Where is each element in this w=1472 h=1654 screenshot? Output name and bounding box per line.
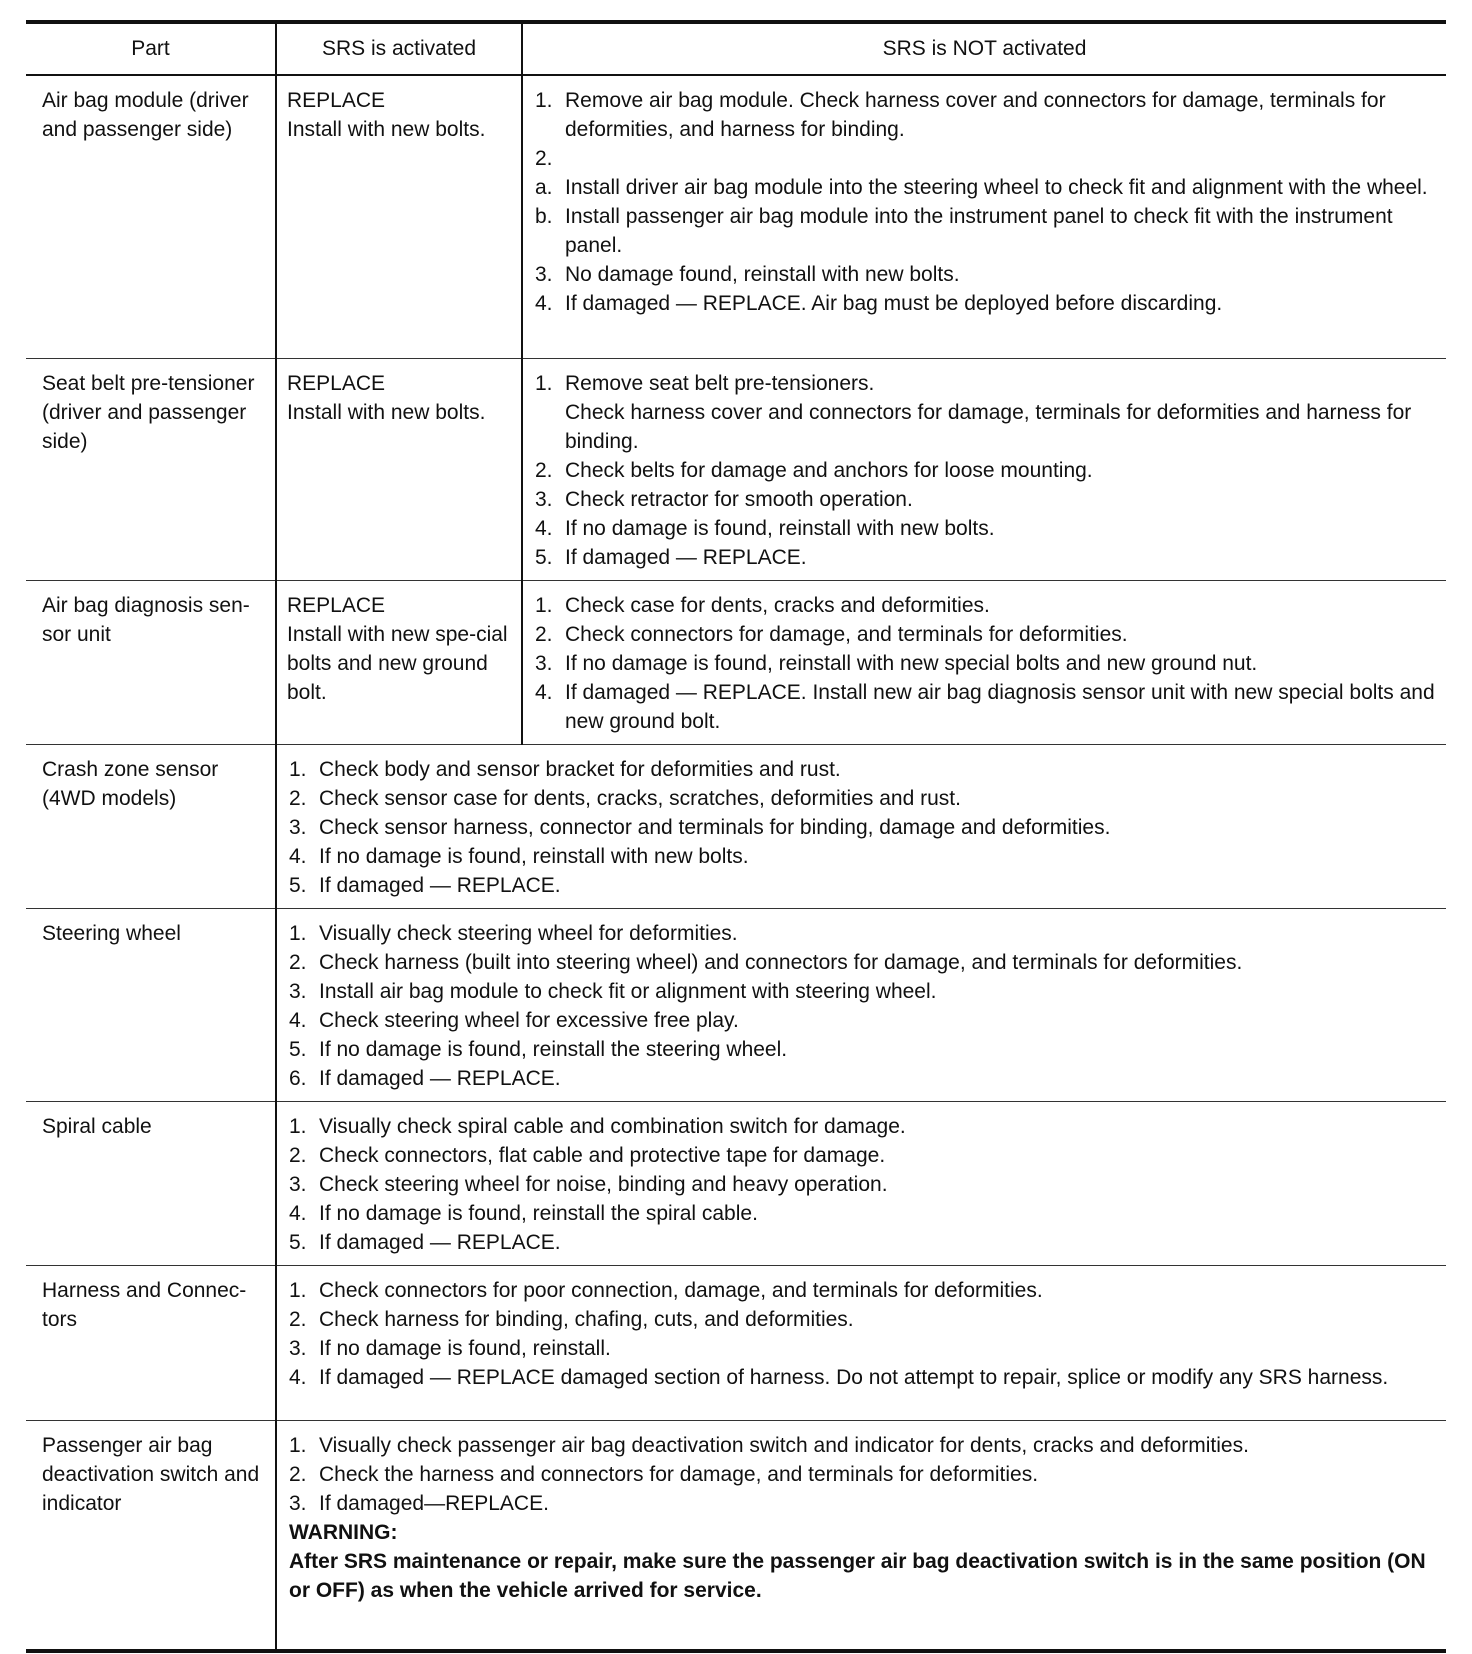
activated-action: REPLACE — [287, 372, 386, 395]
part-cell: Harness and Connec-tors — [26, 1266, 276, 1421]
inspection-cell — [276, 745, 1446, 909]
step-number: 2. — [289, 787, 307, 810]
step-text: Remove seat belt pre-tensioners. — [565, 372, 875, 395]
step-number: 3. — [289, 816, 307, 839]
step-number: 4. — [289, 1366, 307, 1389]
step-text: If no damage is found, reinstall with new bolts. — [565, 517, 995, 540]
step-text: Check belts for damage and anchors for loose mounting. — [565, 459, 1093, 482]
step-text: Visually check spiral cable and combination switch for damage. — [319, 1115, 906, 1138]
step-list — [535, 591, 1436, 736]
table-row — [26, 1266, 1446, 1421]
step-list — [289, 1276, 1436, 1392]
table-row — [26, 745, 1446, 909]
step-text-block — [565, 369, 1436, 456]
step-list — [535, 369, 1436, 572]
step-number: 5. — [289, 874, 307, 897]
list-item — [535, 260, 1436, 289]
list-item — [289, 755, 1436, 784]
table-header-row — [26, 22, 1446, 75]
list-item — [289, 1006, 1436, 1035]
part-cell: Crash zone sensor (4WD models) — [26, 745, 276, 909]
step-text: If no damage is found, reinstall with new special bolts and new ground nut. — [565, 652, 1258, 675]
list-item — [535, 369, 1436, 456]
list-item — [535, 543, 1436, 572]
step-number: 6. — [289, 1067, 307, 1090]
step-number: 3. — [289, 980, 307, 1003]
list-item — [289, 784, 1436, 813]
step-number: 4. — [289, 845, 307, 868]
inspection-cell — [276, 1421, 1446, 1652]
step-text: Check connectors for poor connection, damage, and terminals for deformities. — [319, 1279, 1043, 1302]
list-item — [289, 1460, 1436, 1489]
activated-note: Install with new bolts. — [287, 401, 486, 424]
list-item — [289, 1489, 1436, 1518]
activated-note: Install with new spe-cial bolts and new ground bolt. — [287, 623, 508, 704]
part-cell: Seat belt pre-tensioner (driver and passenger side) — [26, 359, 276, 581]
step-text: If damaged—REPLACE. — [319, 1492, 549, 1515]
step-text: If damaged — REPLACE. — [319, 874, 561, 897]
list-item — [289, 871, 1436, 900]
step-number: 5. — [535, 546, 553, 569]
list-item — [289, 1363, 1436, 1392]
step-number: 1. — [289, 1279, 307, 1302]
list-item — [535, 86, 1436, 144]
step-list — [289, 1112, 1436, 1257]
step-text: Check sensor harness, connector and terminals for binding, damage and deformities. — [319, 816, 1111, 839]
step-list — [289, 755, 1436, 900]
list-item — [535, 173, 1436, 202]
step-text — [565, 144, 1436, 173]
header-part: Part — [26, 22, 276, 75]
list-item — [289, 919, 1436, 948]
step-number: 3. — [535, 488, 553, 511]
step-text: If no damage is found, reinstall the spiral cable. — [319, 1202, 758, 1225]
inspection-cell — [276, 1102, 1446, 1266]
step-number: 1. — [535, 372, 553, 395]
list-item — [289, 1035, 1436, 1064]
step-text: Check sensor case for dents, cracks, scratches, deformities and rust. — [319, 787, 961, 810]
step-number: 3. — [535, 263, 553, 286]
list-item — [289, 1431, 1436, 1460]
list-item — [289, 1276, 1436, 1305]
part-cell: Passenger air bag deactivation switch and indicator — [26, 1421, 276, 1652]
table-row — [26, 359, 1446, 581]
step-text: Check steering wheel for excessive free play. — [319, 1009, 739, 1032]
step-number: 2. — [535, 147, 553, 170]
list-item — [289, 1112, 1436, 1141]
step-number: 4. — [535, 292, 553, 315]
list-item — [289, 1170, 1436, 1199]
list-item — [289, 1199, 1436, 1228]
step-number: 3. — [535, 652, 553, 675]
warning-title: WARNING: — [289, 1521, 398, 1544]
step-text: Remove air bag module. Check harness cover and connectors for damage, terminals for deformities, and harness for binding. — [565, 89, 1386, 141]
step-text: Install passenger air bag module into the instrument panel to check fit with the instrument panel. — [565, 205, 1393, 257]
step-number: a. — [535, 176, 553, 199]
step-number: 2. — [289, 1463, 307, 1486]
header-srs-not-activated: SRS is NOT activated — [522, 22, 1446, 75]
step-number: 2. — [535, 459, 553, 482]
step-text: If no damage is found, reinstall. — [319, 1337, 611, 1360]
step-number: 1. — [289, 922, 307, 945]
step-number: 1. — [289, 1115, 307, 1138]
step-text: Install air bag module to check fit or alignment with steering wheel. — [319, 980, 937, 1003]
srs-inspection-table — [26, 20, 1446, 1653]
part-cell: Air bag module (driver and passenger side) — [26, 75, 276, 359]
srs-inspection-table-page — [26, 20, 1446, 1653]
step-number: 4. — [289, 1202, 307, 1225]
step-number: 1. — [289, 758, 307, 781]
table-row — [26, 581, 1446, 745]
table-row — [26, 909, 1446, 1102]
step-text: Check harness (built into steering wheel) and connectors for damage, and terminals for deformities. — [319, 951, 1243, 974]
table-row — [26, 1102, 1446, 1266]
step-number: 5. — [289, 1038, 307, 1061]
table-row — [26, 1421, 1446, 1652]
part-cell: Air bag diagnosis sen-sor unit — [26, 581, 276, 745]
activated-note: Install with new bolts. — [287, 118, 486, 141]
step-number: 2. — [289, 951, 307, 974]
list-item — [535, 456, 1436, 485]
list-item — [289, 948, 1436, 977]
list-item — [535, 591, 1436, 620]
not-activated-cell — [522, 75, 1446, 359]
list-item — [289, 842, 1436, 871]
step-number: 4. — [289, 1009, 307, 1032]
inspection-cell — [276, 1266, 1446, 1421]
step-text: Visually check steering wheel for deformities. — [319, 922, 738, 945]
list-item — [535, 649, 1436, 678]
step-text: If damaged — REPLACE. — [319, 1231, 561, 1254]
warning-text: After SRS maintenance or repair, make sure the passenger air bag deactivation switch is in the same position (ON or OFF) as when the vehicle arrived for service. — [289, 1550, 1426, 1602]
step-text: If damaged — REPLACE. Air bag must be deployed before discarding. — [565, 292, 1223, 315]
activated-cell — [276, 75, 522, 359]
step-number: b. — [535, 205, 553, 228]
step-text: Check retractor for smooth operation. — [565, 488, 913, 511]
table-row — [26, 75, 1446, 359]
step-text: If no damage is found, reinstall with new bolts. — [319, 845, 749, 868]
list-item — [535, 485, 1436, 514]
step-text: If damaged — REPLACE damaged section of harness. Do not attempt to repair, splice or modify any SRS harness. — [319, 1366, 1389, 1389]
step-text: Check the harness and connectors for damage, and terminals for deformities. — [319, 1463, 1039, 1486]
step-text: Install driver air bag module into the steering wheel to check fit and alignment with the wheel. — [565, 176, 1428, 199]
step-list — [289, 919, 1436, 1093]
list-item — [289, 1334, 1436, 1363]
header-srs-activated: SRS is activated — [276, 22, 522, 75]
list-item — [289, 977, 1436, 1006]
activated-action: REPLACE — [287, 89, 386, 112]
list-item — [289, 1064, 1436, 1093]
step-text: Visually check passenger air bag deactivation switch and indicator for dents, cracks and deformities. — [319, 1434, 1249, 1457]
list-item — [535, 620, 1436, 649]
step-number: 3. — [289, 1492, 307, 1515]
step-number: 2. — [289, 1144, 307, 1167]
step-list — [535, 86, 1436, 318]
list-item — [289, 1305, 1436, 1334]
part-cell: Steering wheel — [26, 909, 276, 1102]
step-text: If damaged — REPLACE. — [565, 546, 807, 569]
step-number: 1. — [535, 594, 553, 617]
step-text-continued: Check harness cover and connectors for damage, terminals for deformities and harness for binding. — [565, 401, 1412, 453]
part-cell: Spiral cable — [26, 1102, 276, 1266]
list-item — [289, 1141, 1436, 1170]
step-list — [289, 1431, 1436, 1518]
step-number: 2. — [289, 1308, 307, 1331]
step-number: 5. — [289, 1231, 307, 1254]
step-number: 4. — [535, 681, 553, 704]
not-activated-cell — [522, 581, 1446, 745]
step-text: If no damage is found, reinstall the steering wheel. — [319, 1038, 788, 1061]
list-item — [535, 289, 1436, 318]
list-item — [535, 202, 1436, 260]
list-item — [535, 678, 1436, 736]
step-number: 2. — [535, 623, 553, 646]
inspection-cell — [276, 909, 1446, 1102]
step-text: Check case for dents, cracks and deformities. — [565, 594, 990, 617]
step-text: If damaged — REPLACE. — [319, 1067, 561, 1090]
step-text: Check connectors, flat cable and protective tape for damage. — [319, 1144, 886, 1167]
list-item — [535, 514, 1436, 543]
list-item — [535, 144, 1436, 173]
step-number: 4. — [535, 517, 553, 540]
activated-cell — [276, 581, 522, 745]
step-text: Check connectors for damage, and terminals for deformities. — [565, 623, 1128, 646]
step-number: 3. — [289, 1337, 307, 1360]
step-text: If damaged — REPLACE. Install new air bag diagnosis sensor unit with new special bolts and new ground bolt. — [565, 681, 1435, 733]
step-text: Check steering wheel for noise, binding and heavy operation. — [319, 1173, 888, 1196]
not-activated-cell — [522, 359, 1446, 581]
step-text: Check harness for binding, chafing, cuts, and deformities. — [319, 1308, 854, 1331]
step-number: 1. — [535, 89, 553, 112]
step-text: No damage found, reinstall with new bolts. — [565, 263, 960, 286]
activated-cell — [276, 359, 522, 581]
list-item — [289, 813, 1436, 842]
list-item — [289, 1228, 1436, 1257]
step-number: 1. — [289, 1434, 307, 1457]
step-text: Check body and sensor bracket for deformities and rust. — [319, 758, 841, 781]
step-number: 3. — [289, 1173, 307, 1196]
activated-action: REPLACE — [287, 594, 386, 617]
